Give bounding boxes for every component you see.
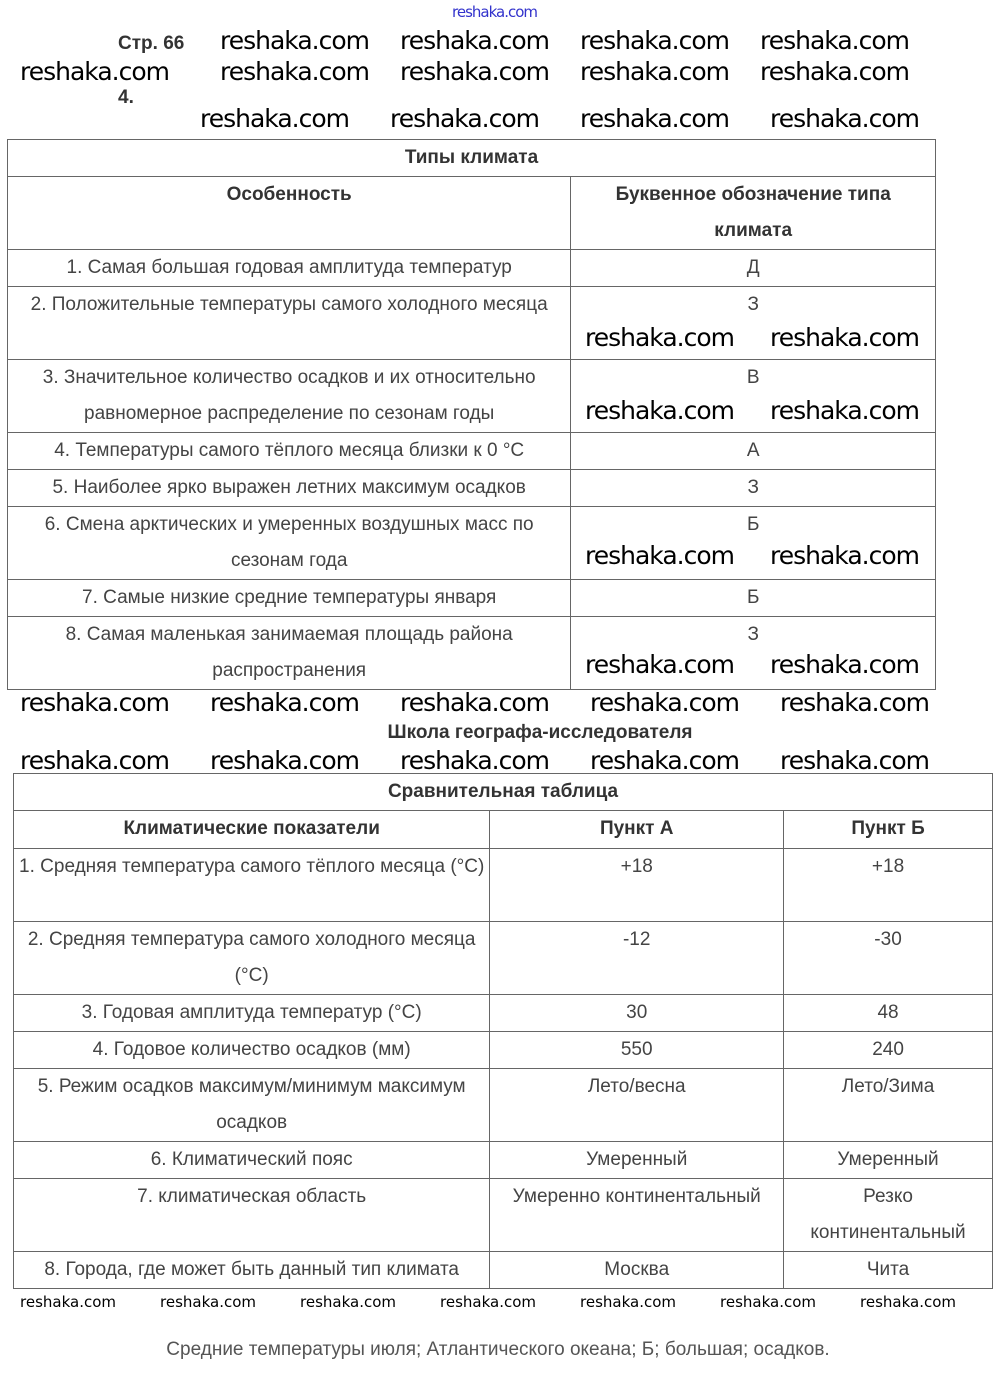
table-row bbox=[8, 433, 936, 470]
table-row bbox=[14, 1032, 993, 1069]
indicator-cell: 2. Средняя температура самого холодного месяца (°С) bbox=[14, 922, 490, 995]
watermark: reshaka.com bbox=[390, 104, 539, 133]
table-row bbox=[14, 1069, 993, 1142]
point-b-cell: Чита bbox=[784, 1252, 993, 1289]
watermark: reshaka.com bbox=[760, 26, 909, 55]
point-a-cell: Лето/весна bbox=[490, 1069, 784, 1142]
table-row bbox=[14, 849, 993, 922]
indicator-cell: 8. Города, где может быть данный тип климата bbox=[14, 1252, 490, 1289]
indicator-cell: 6. Климатический пояс bbox=[14, 1142, 490, 1179]
feature-cell: 7. Самые низкие средние температуры января bbox=[8, 580, 571, 617]
feature-cell: 6. Смена арктических и умеренных воздушных масс по сезонам года bbox=[8, 507, 571, 580]
point-b-cell: +18 bbox=[784, 849, 993, 922]
table-row bbox=[8, 470, 936, 507]
letter-cell: Б bbox=[571, 507, 936, 580]
watermark: reshaka.com bbox=[580, 57, 729, 86]
watermark: reshaka.com bbox=[220, 57, 369, 86]
point-a-cell: 30 bbox=[490, 995, 784, 1032]
point-b-cell: Умеренный bbox=[784, 1142, 993, 1179]
watermark: reshaka.com bbox=[590, 688, 739, 717]
watermark: reshaka.com bbox=[585, 541, 734, 570]
comparison-table bbox=[13, 773, 993, 1289]
watermark: reshaka.com bbox=[440, 1293, 536, 1311]
watermark: reshaka.com bbox=[585, 396, 734, 425]
letter-cell: А bbox=[571, 433, 936, 470]
table-row bbox=[8, 580, 936, 617]
point-a-cell: +18 bbox=[490, 849, 784, 922]
indicator-cell: 4. Годовое количество осадков (мм) bbox=[14, 1032, 490, 1069]
watermark: reshaka.com bbox=[20, 57, 169, 86]
watermark: reshaka.com bbox=[400, 688, 549, 717]
point-a-cell: -12 bbox=[490, 922, 784, 995]
watermark: reshaka.com bbox=[860, 1293, 956, 1311]
indicator-cell: 1. Средняя температура самого тёплого месяца (°С) bbox=[14, 849, 490, 922]
watermark: reshaka.com bbox=[160, 1293, 256, 1311]
point-b-cell: -30 bbox=[784, 922, 993, 995]
watermark: reshaka.com bbox=[585, 323, 734, 352]
watermark: reshaka.com bbox=[210, 746, 359, 775]
feature-cell: 8. Самая маленькая занимаемая площадь района распространения bbox=[8, 617, 571, 690]
point-a-cell: 550 bbox=[490, 1032, 784, 1069]
point-a-cell: Умеренно континентальный bbox=[490, 1179, 784, 1252]
watermark: reshaka.com bbox=[220, 26, 369, 55]
feature-cell: 2. Положительные температуры самого холодного месяца bbox=[8, 287, 571, 360]
table-title: Типы климата bbox=[8, 140, 936, 177]
column-header: Климатические показатели bbox=[14, 811, 490, 849]
answer-text: Средние температуры июля; Атлантического океана; Б; большая; осадков. bbox=[166, 1339, 830, 1360]
watermark: reshaka.com bbox=[590, 746, 739, 775]
watermark: reshaka.com bbox=[780, 746, 929, 775]
watermark: reshaka.com bbox=[400, 746, 549, 775]
watermark: reshaka.com bbox=[770, 541, 919, 570]
letter-cell: Д bbox=[571, 250, 936, 287]
table-row bbox=[14, 1179, 993, 1252]
watermark: reshaka.com bbox=[200, 104, 349, 133]
watermark: reshaka.com bbox=[20, 746, 169, 775]
task-number: 4. bbox=[118, 87, 134, 108]
point-a-cell: Умеренный bbox=[490, 1142, 784, 1179]
letter-cell: В bbox=[571, 360, 936, 433]
watermark: reshaka.com bbox=[400, 26, 549, 55]
watermark: reshaka.com bbox=[580, 1293, 676, 1311]
watermark: reshaka.com bbox=[400, 57, 549, 86]
table-row bbox=[14, 995, 993, 1032]
table-row bbox=[8, 250, 936, 287]
watermark: reshaka.com bbox=[20, 688, 169, 717]
point-b-cell: 48 bbox=[784, 995, 993, 1032]
watermark: reshaka.com bbox=[20, 1293, 116, 1311]
feature-cell: 4. Температуры самого тёплого месяца близки к 0 °С bbox=[8, 433, 571, 470]
feature-cell: 3. Значительное количество осадков и их относительно равномерное распределение по сезонам годы bbox=[8, 360, 571, 433]
site-header-link[interactable]: reshaka.com bbox=[452, 3, 537, 21]
table-row bbox=[14, 1252, 993, 1289]
feature-cell: 1. Самая большая годовая амплитуда температур bbox=[8, 250, 571, 287]
page-number: Стр. 66 bbox=[118, 33, 185, 54]
column-header: Пункт Б bbox=[784, 811, 993, 849]
letter-cell: Б bbox=[571, 580, 936, 617]
letter-cell: З bbox=[571, 470, 936, 507]
table-title: Сравнительная таблица bbox=[14, 774, 993, 811]
point-b-cell: 240 bbox=[784, 1032, 993, 1069]
watermark: reshaka.com bbox=[770, 323, 919, 352]
indicator-cell: 7. климатическая область bbox=[14, 1179, 490, 1252]
watermark: reshaka.com bbox=[720, 1293, 816, 1311]
indicator-cell: 5. Режим осадков максимум/минимум максимум осадков bbox=[14, 1069, 490, 1142]
table-row bbox=[14, 922, 993, 995]
letter-cell: З bbox=[571, 617, 936, 690]
point-a-cell: Москва bbox=[490, 1252, 784, 1289]
letter-cell: З bbox=[571, 287, 936, 360]
column-header: Особенность bbox=[8, 177, 571, 250]
watermark: reshaka.com bbox=[780, 688, 929, 717]
watermark: reshaka.com bbox=[300, 1293, 396, 1311]
watermark: reshaka.com bbox=[770, 650, 919, 679]
watermark: reshaka.com bbox=[210, 688, 359, 717]
point-b-cell: Лето/Зима bbox=[784, 1069, 993, 1142]
point-b-cell: Резко континентальный bbox=[784, 1179, 993, 1252]
table-row bbox=[14, 1142, 993, 1179]
column-header: Буквенное обозначение типа климата bbox=[571, 177, 936, 250]
watermark: reshaka.com bbox=[585, 650, 734, 679]
watermark: reshaka.com bbox=[580, 26, 729, 55]
watermark: reshaka.com bbox=[580, 104, 729, 133]
watermark: reshaka.com bbox=[770, 104, 919, 133]
indicator-cell: 3. Годовая амплитуда температур (°С) bbox=[14, 995, 490, 1032]
section-title: Школа географа-исследователя bbox=[387, 722, 693, 743]
watermark: reshaka.com bbox=[760, 57, 909, 86]
column-header: Пункт А bbox=[490, 811, 784, 849]
feature-cell: 5. Наиболее ярко выражен летних максимум осадков bbox=[8, 470, 571, 507]
watermark: reshaka.com bbox=[770, 396, 919, 425]
